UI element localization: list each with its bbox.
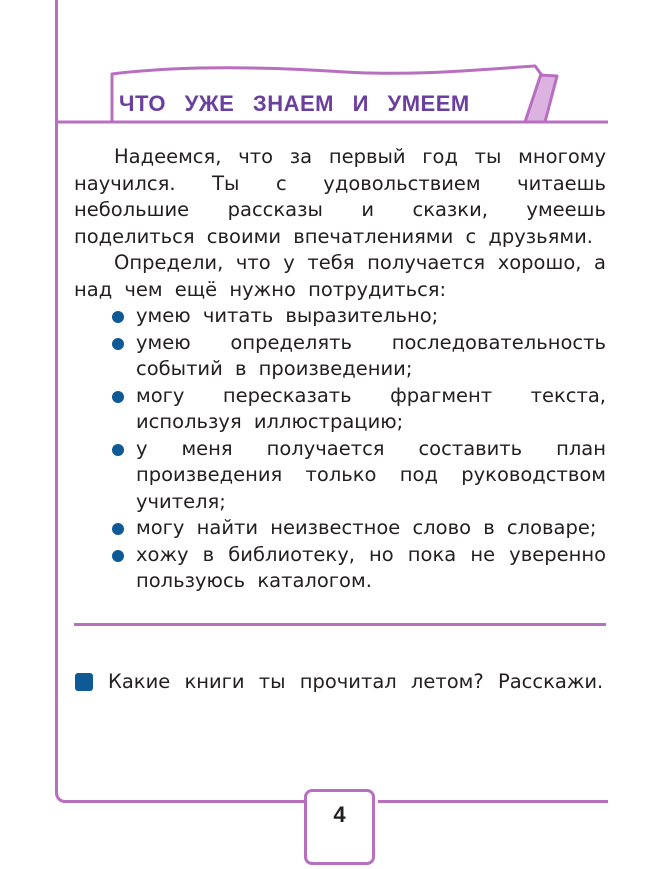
checklist-item [74,436,606,516]
bullet-dot-icon [112,338,124,350]
checklist-item-text: могу найти неизвестное слово в словаре; [136,516,597,539]
checklist-item-text: могу пересказать фрагмент текста, используя иллюстрацию; [136,383,606,433]
bullet-dot-icon [112,311,124,323]
lesson-text [74,144,606,595]
question-square-icon [75,673,93,691]
page-frame-bottom-line-left [70,800,306,803]
instruction-paragraph: Определи, что у тебя получается хорошо, а над чем ещё нужно потрудиться: [74,251,606,301]
bullet-dot-icon [112,550,124,562]
page-frame-bottom-line-right [378,800,608,803]
page-frame-corner [55,770,73,803]
intro-paragraph: Надеемся, что за первый год ты многому научился. Ты с удовольствием читаешь небольшие рассказы и сказки, умеешь поделиться своими впечатлениями с друзьями. [74,145,606,248]
checklist-item-text: умею читать выразительно; [136,304,439,327]
checklist-item [74,542,606,595]
section-divider [74,623,606,626]
checklist-item [74,330,606,383]
bullet-dot-icon [112,523,124,535]
skills-checklist [74,303,606,595]
question-text: Какие книги ты прочитал летом? Расскажи. [108,670,604,693]
checklist-item-text: хожу в библиотеку, но пока не уверенно пользуюсь каталогом. [136,542,606,592]
bullet-dot-icon [112,391,124,403]
checklist-item-text: у меня получается составить план произведения только под руководством учителя; [136,436,606,513]
checklist-item [74,303,606,330]
page-title: ЧТО УЖЕ ЗНАЕМ И УМЕЕМ [119,91,470,116]
checklist-item [74,515,606,542]
page-number-box [304,789,375,865]
checklist-item [74,383,606,436]
checklist-item-text: умею определять последовательность событий в произведении; [136,330,606,380]
bullet-dot-icon [112,444,124,456]
page-number: 4 [333,802,346,827]
